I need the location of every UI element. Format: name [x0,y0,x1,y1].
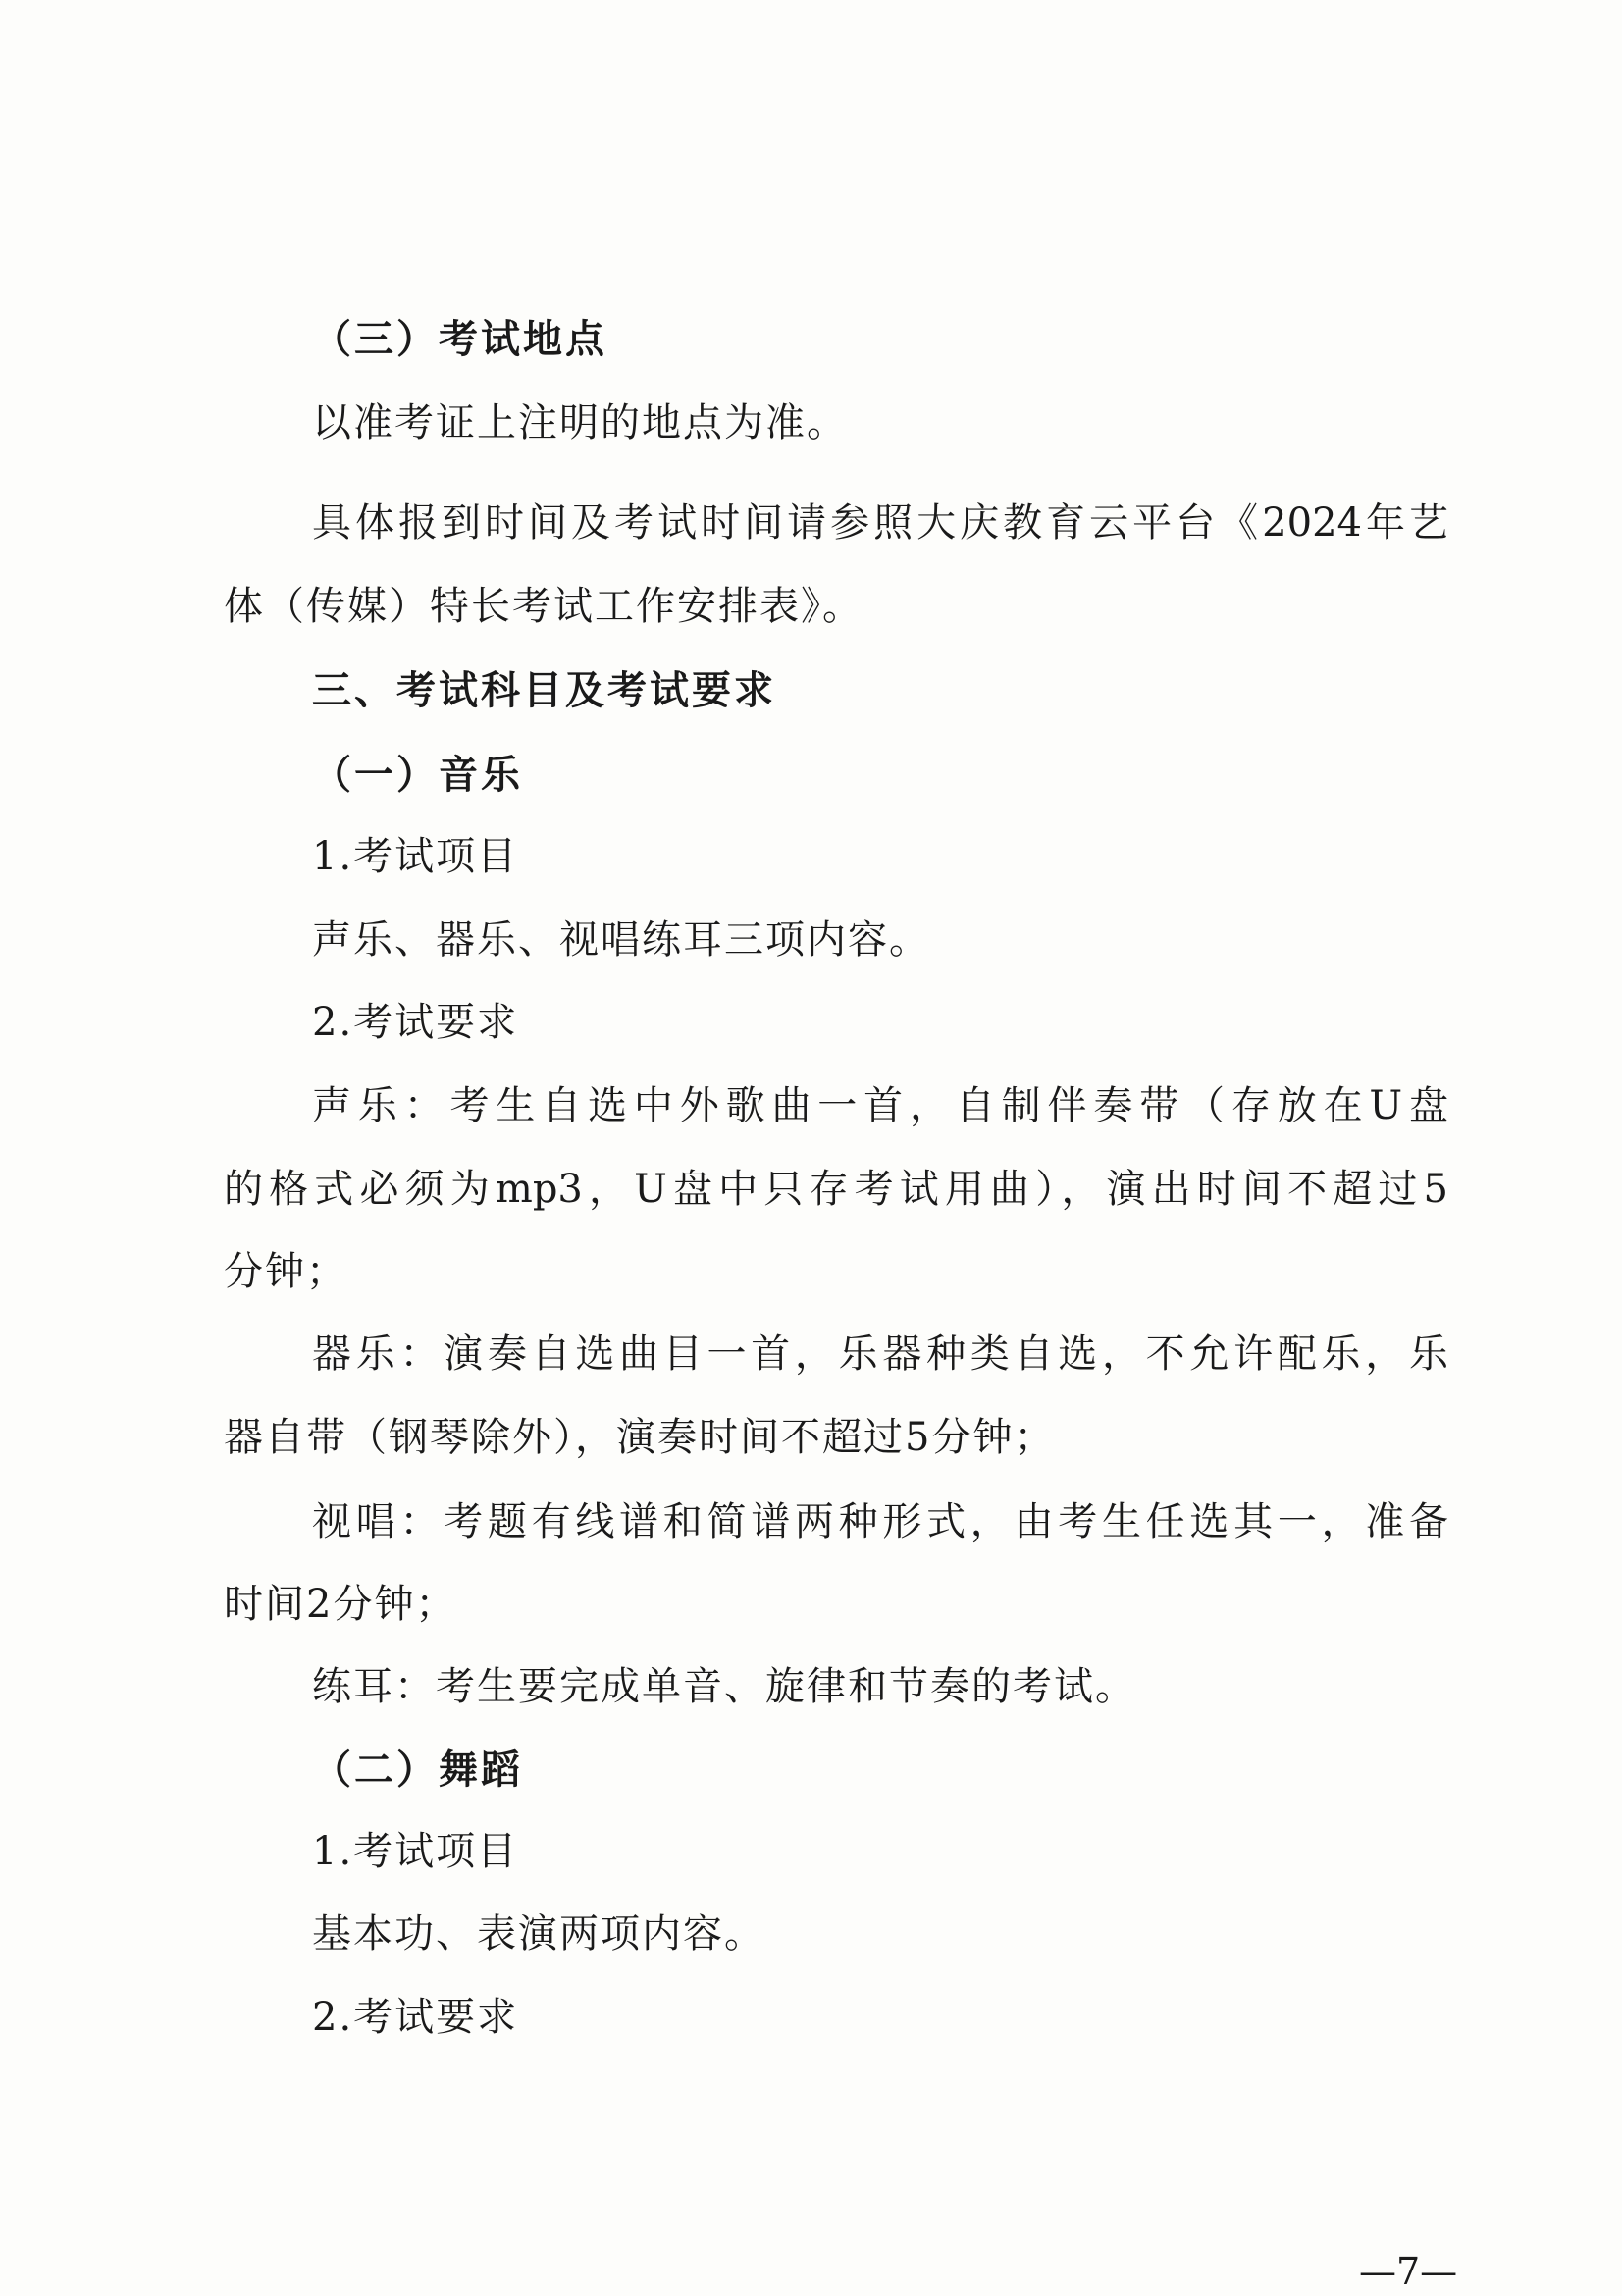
page-number: —7— [1359,2250,1458,2293]
paragraph-sight-singing-line-1: 视唱：考题有线谱和简谱两种形式，由考生任选其一，准备 [312,1499,1448,1544]
item-heading-dance-exam-items: 1.考试项目 [312,1829,519,1874]
paragraph-music-exam-items: 声乐、器乐、视唱练耳三项内容。 [312,917,930,963]
paragraph-instrumental-requirement-line-2: 器自带（钢琴除外），演奏时间不超过5分钟； [224,1415,1056,1460]
item-heading-music-exam-items: 1.考试项目 [312,834,519,879]
paragraph-admission-ticket-location: 以准考证上注明的地点为准。 [312,400,848,445]
section-heading-exam-location: （三）考试地点 [312,317,607,362]
subsection-heading-dance: （二）舞蹈 [312,1748,523,1793]
subsection-heading-music: （一）音乐 [312,753,523,798]
paragraph-instrumental-requirement-line-1: 器乐：演奏自选曲目一首，乐器种类自选，不允许配乐，乐 [312,1331,1448,1377]
paragraph-sight-singing-line-2: 时间2分钟； [224,1582,457,1627]
paragraph-vocal-requirement-line-2: 的格式必须为mp3，U盘中只存考试用曲），演出时间不超过5 [224,1167,1448,1212]
item-heading-dance-exam-requirements: 2.考试要求 [312,1995,519,2040]
paragraph-schedule-reference-line-1: 具体报到时间及考试时间请参照大庆教育云平台《2024年艺 [312,500,1448,546]
section-heading-subjects-and-requirements: 三、考试科目及考试要求 [312,668,776,713]
paragraph-vocal-requirement-line-3: 分钟； [224,1249,347,1294]
paragraph-dance-exam-items: 基本功、表演两项内容。 [312,1911,765,1957]
item-heading-music-exam-requirements: 2.考试要求 [312,1000,519,1045]
paragraph-schedule-reference-line-2: 体（传媒）特长考试工作安排表》。 [224,584,863,629]
paragraph-vocal-requirement-line-1: 声乐：考生自选中外歌曲一首，自制伴奏带（存放在U盘 [312,1083,1448,1128]
paragraph-ear-training: 练耳：考生要完成单音、旋律和节奏的考试。 [312,1664,1136,1709]
